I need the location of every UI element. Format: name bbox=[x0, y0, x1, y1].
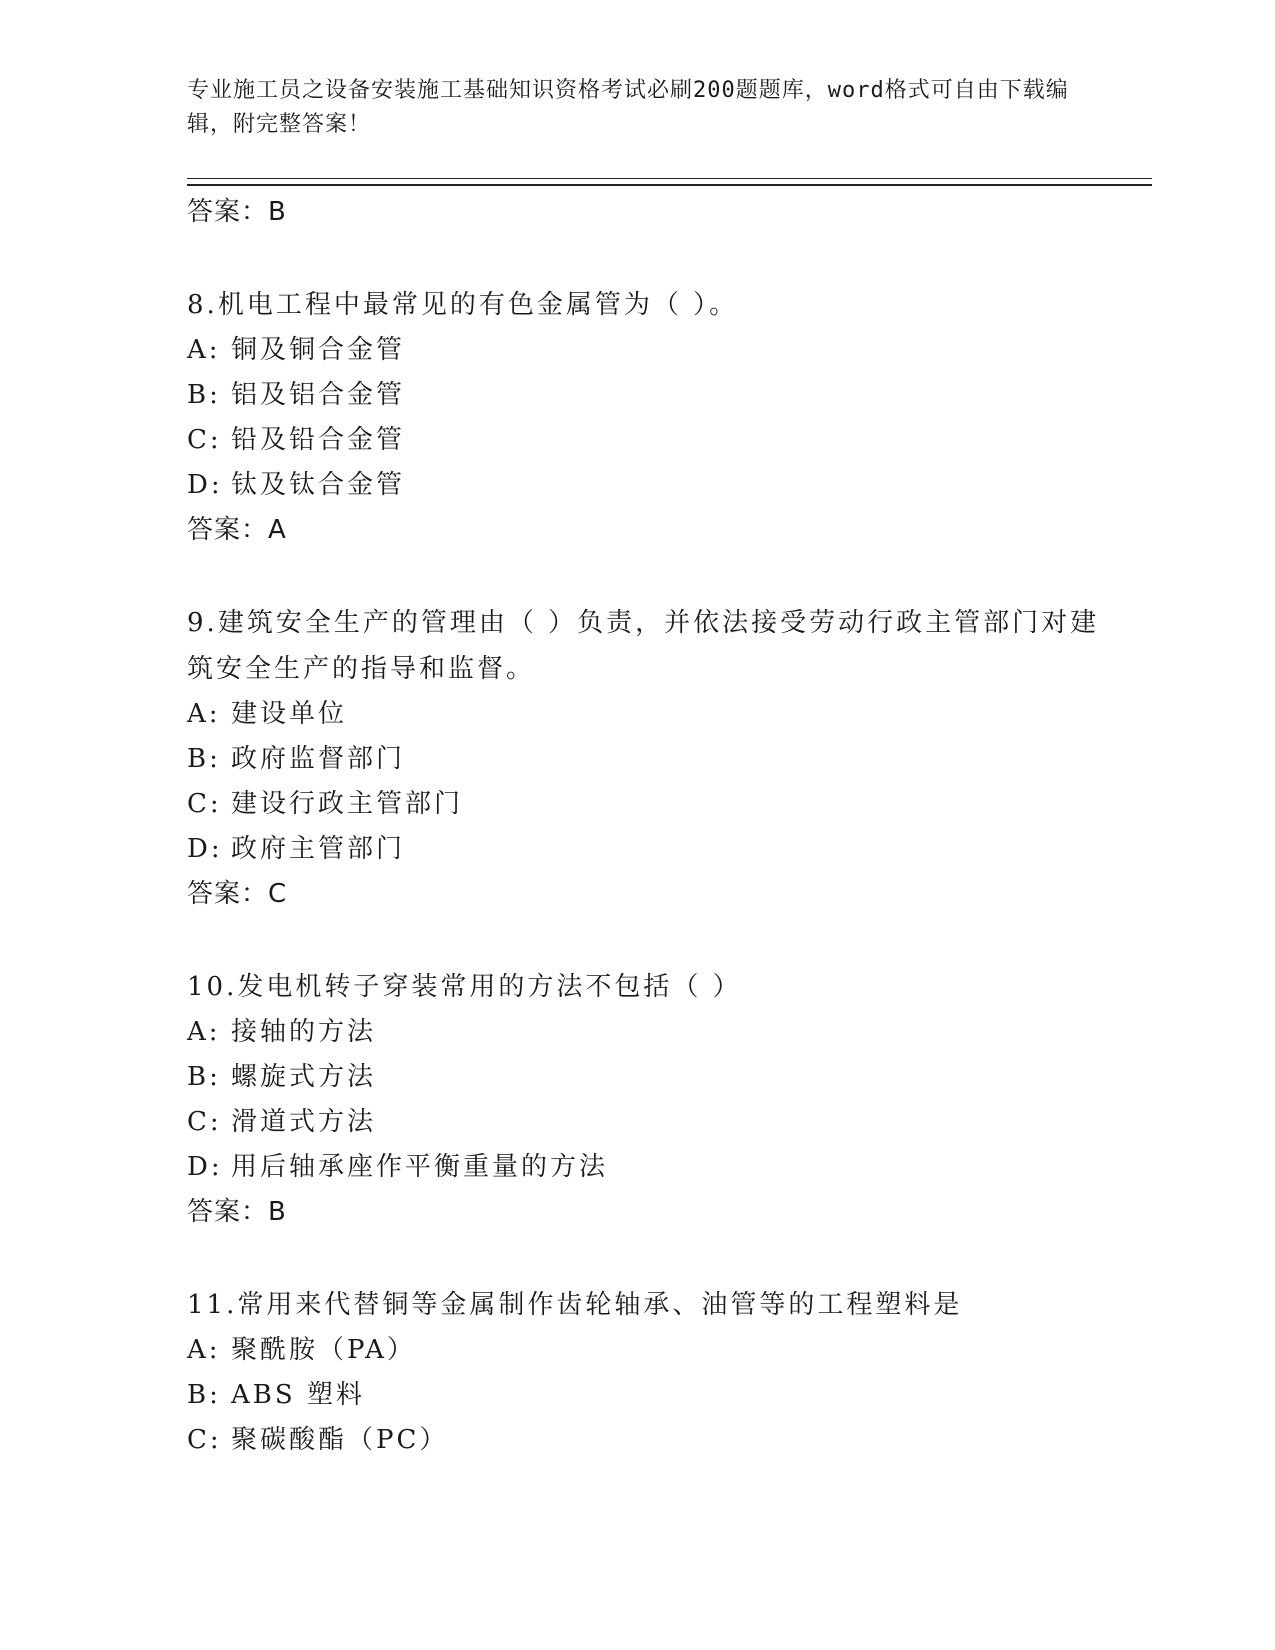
question-block bbox=[187, 600, 1107, 914]
option-key: D: bbox=[187, 834, 223, 864]
option-text: 滑道式方法 bbox=[231, 1107, 377, 1137]
option-key: C: bbox=[187, 789, 222, 819]
option-text: ABS 塑料 bbox=[231, 1380, 365, 1410]
option-key: B: bbox=[187, 744, 221, 774]
option-text: 接轴的方法 bbox=[231, 1017, 377, 1047]
option-item bbox=[187, 1418, 1107, 1463]
document-header: 专业施工员之设备安装施工基础知识资格考试必刷200题题库，word格式可自由下载编辑，附完整答案！ bbox=[187, 78, 1069, 137]
answer-label: 答案： bbox=[187, 515, 269, 545]
option-key: B: bbox=[187, 1062, 221, 1092]
question-text: 发电机转子穿装常用的方法不包括（ ） bbox=[237, 972, 742, 1002]
question-text: 常用来代替铜等金属制作齿轮轴承、油管等的工程塑料是 bbox=[237, 1290, 963, 1320]
answer-value: B bbox=[268, 197, 287, 227]
option-item bbox=[187, 328, 1107, 373]
option-text: 聚酰胺（PA） bbox=[231, 1335, 416, 1365]
question-text: 机电工程中最常见的有色金属管为（ ）。 bbox=[217, 290, 739, 320]
question-block bbox=[187, 964, 1107, 1232]
option-item bbox=[187, 737, 1107, 782]
question-block bbox=[187, 282, 1107, 550]
option-text: 政府监督部门 bbox=[231, 744, 406, 774]
answer-label: 答案： bbox=[187, 879, 269, 909]
option-key: D: bbox=[187, 1152, 223, 1182]
option-key: C: bbox=[187, 1107, 222, 1137]
option-item bbox=[187, 782, 1107, 827]
option-item bbox=[187, 1373, 1107, 1418]
answer-label: 答案： bbox=[187, 1197, 269, 1227]
option-text: 铝及铝合金管 bbox=[231, 380, 406, 410]
option-text: 建设单位 bbox=[231, 699, 348, 729]
option-key: C: bbox=[187, 425, 222, 455]
question-number: 10. bbox=[187, 972, 238, 1002]
option-key: B: bbox=[187, 380, 221, 410]
option-text: 螺旋式方法 bbox=[231, 1062, 377, 1092]
answer-line bbox=[187, 874, 1107, 914]
option-text: 聚碳酸酯（PC） bbox=[231, 1425, 449, 1455]
answer-line bbox=[187, 1192, 1107, 1232]
question-number: 8. bbox=[187, 290, 218, 320]
answer-line bbox=[187, 510, 1107, 550]
option-key: D: bbox=[187, 470, 223, 500]
question-number: 9. bbox=[187, 608, 218, 638]
answer-value: A bbox=[268, 515, 287, 545]
option-key: A: bbox=[187, 699, 221, 729]
option-text: 政府主管部门 bbox=[231, 834, 406, 864]
option-key: A: bbox=[187, 1017, 221, 1047]
question-list bbox=[187, 192, 1107, 1463]
question-block bbox=[187, 1282, 1107, 1463]
option-item bbox=[187, 373, 1107, 418]
option-text: 铜及铜合金管 bbox=[231, 335, 406, 365]
question-stem bbox=[187, 282, 1107, 328]
option-key: A: bbox=[187, 1335, 221, 1365]
question-text: 建筑安全生产的管理由（ ）负责，并依法接受劳动行政主管部门对建筑安全生产的指导和监督。 bbox=[187, 608, 1100, 684]
option-text: 建设行政主管部门 bbox=[231, 789, 464, 819]
option-item bbox=[187, 418, 1107, 463]
option-item bbox=[187, 1010, 1107, 1055]
option-item bbox=[187, 1055, 1107, 1100]
question-number: 11. bbox=[187, 1290, 238, 1320]
option-key: C: bbox=[187, 1425, 222, 1455]
option-item bbox=[187, 827, 1107, 872]
question-stem bbox=[187, 1282, 1107, 1328]
answer-value: C bbox=[268, 879, 288, 909]
option-key: A: bbox=[187, 335, 221, 365]
answer-line bbox=[187, 192, 1107, 232]
question-stem bbox=[187, 964, 1107, 1010]
option-item bbox=[187, 463, 1107, 508]
answer-value: B bbox=[268, 1197, 287, 1227]
header-divider bbox=[187, 178, 1152, 186]
option-item bbox=[187, 1328, 1107, 1373]
option-item bbox=[187, 692, 1107, 737]
option-text: 钛及钛合金管 bbox=[231, 470, 406, 500]
option-key: B: bbox=[187, 1380, 221, 1410]
option-text: 用后轴承座作平衡重量的方法 bbox=[231, 1152, 609, 1182]
option-item bbox=[187, 1100, 1107, 1145]
question-stem bbox=[187, 600, 1107, 692]
answer-label: 答案： bbox=[187, 197, 269, 227]
option-item bbox=[187, 1145, 1107, 1190]
option-text: 铅及铅合金管 bbox=[231, 425, 406, 455]
